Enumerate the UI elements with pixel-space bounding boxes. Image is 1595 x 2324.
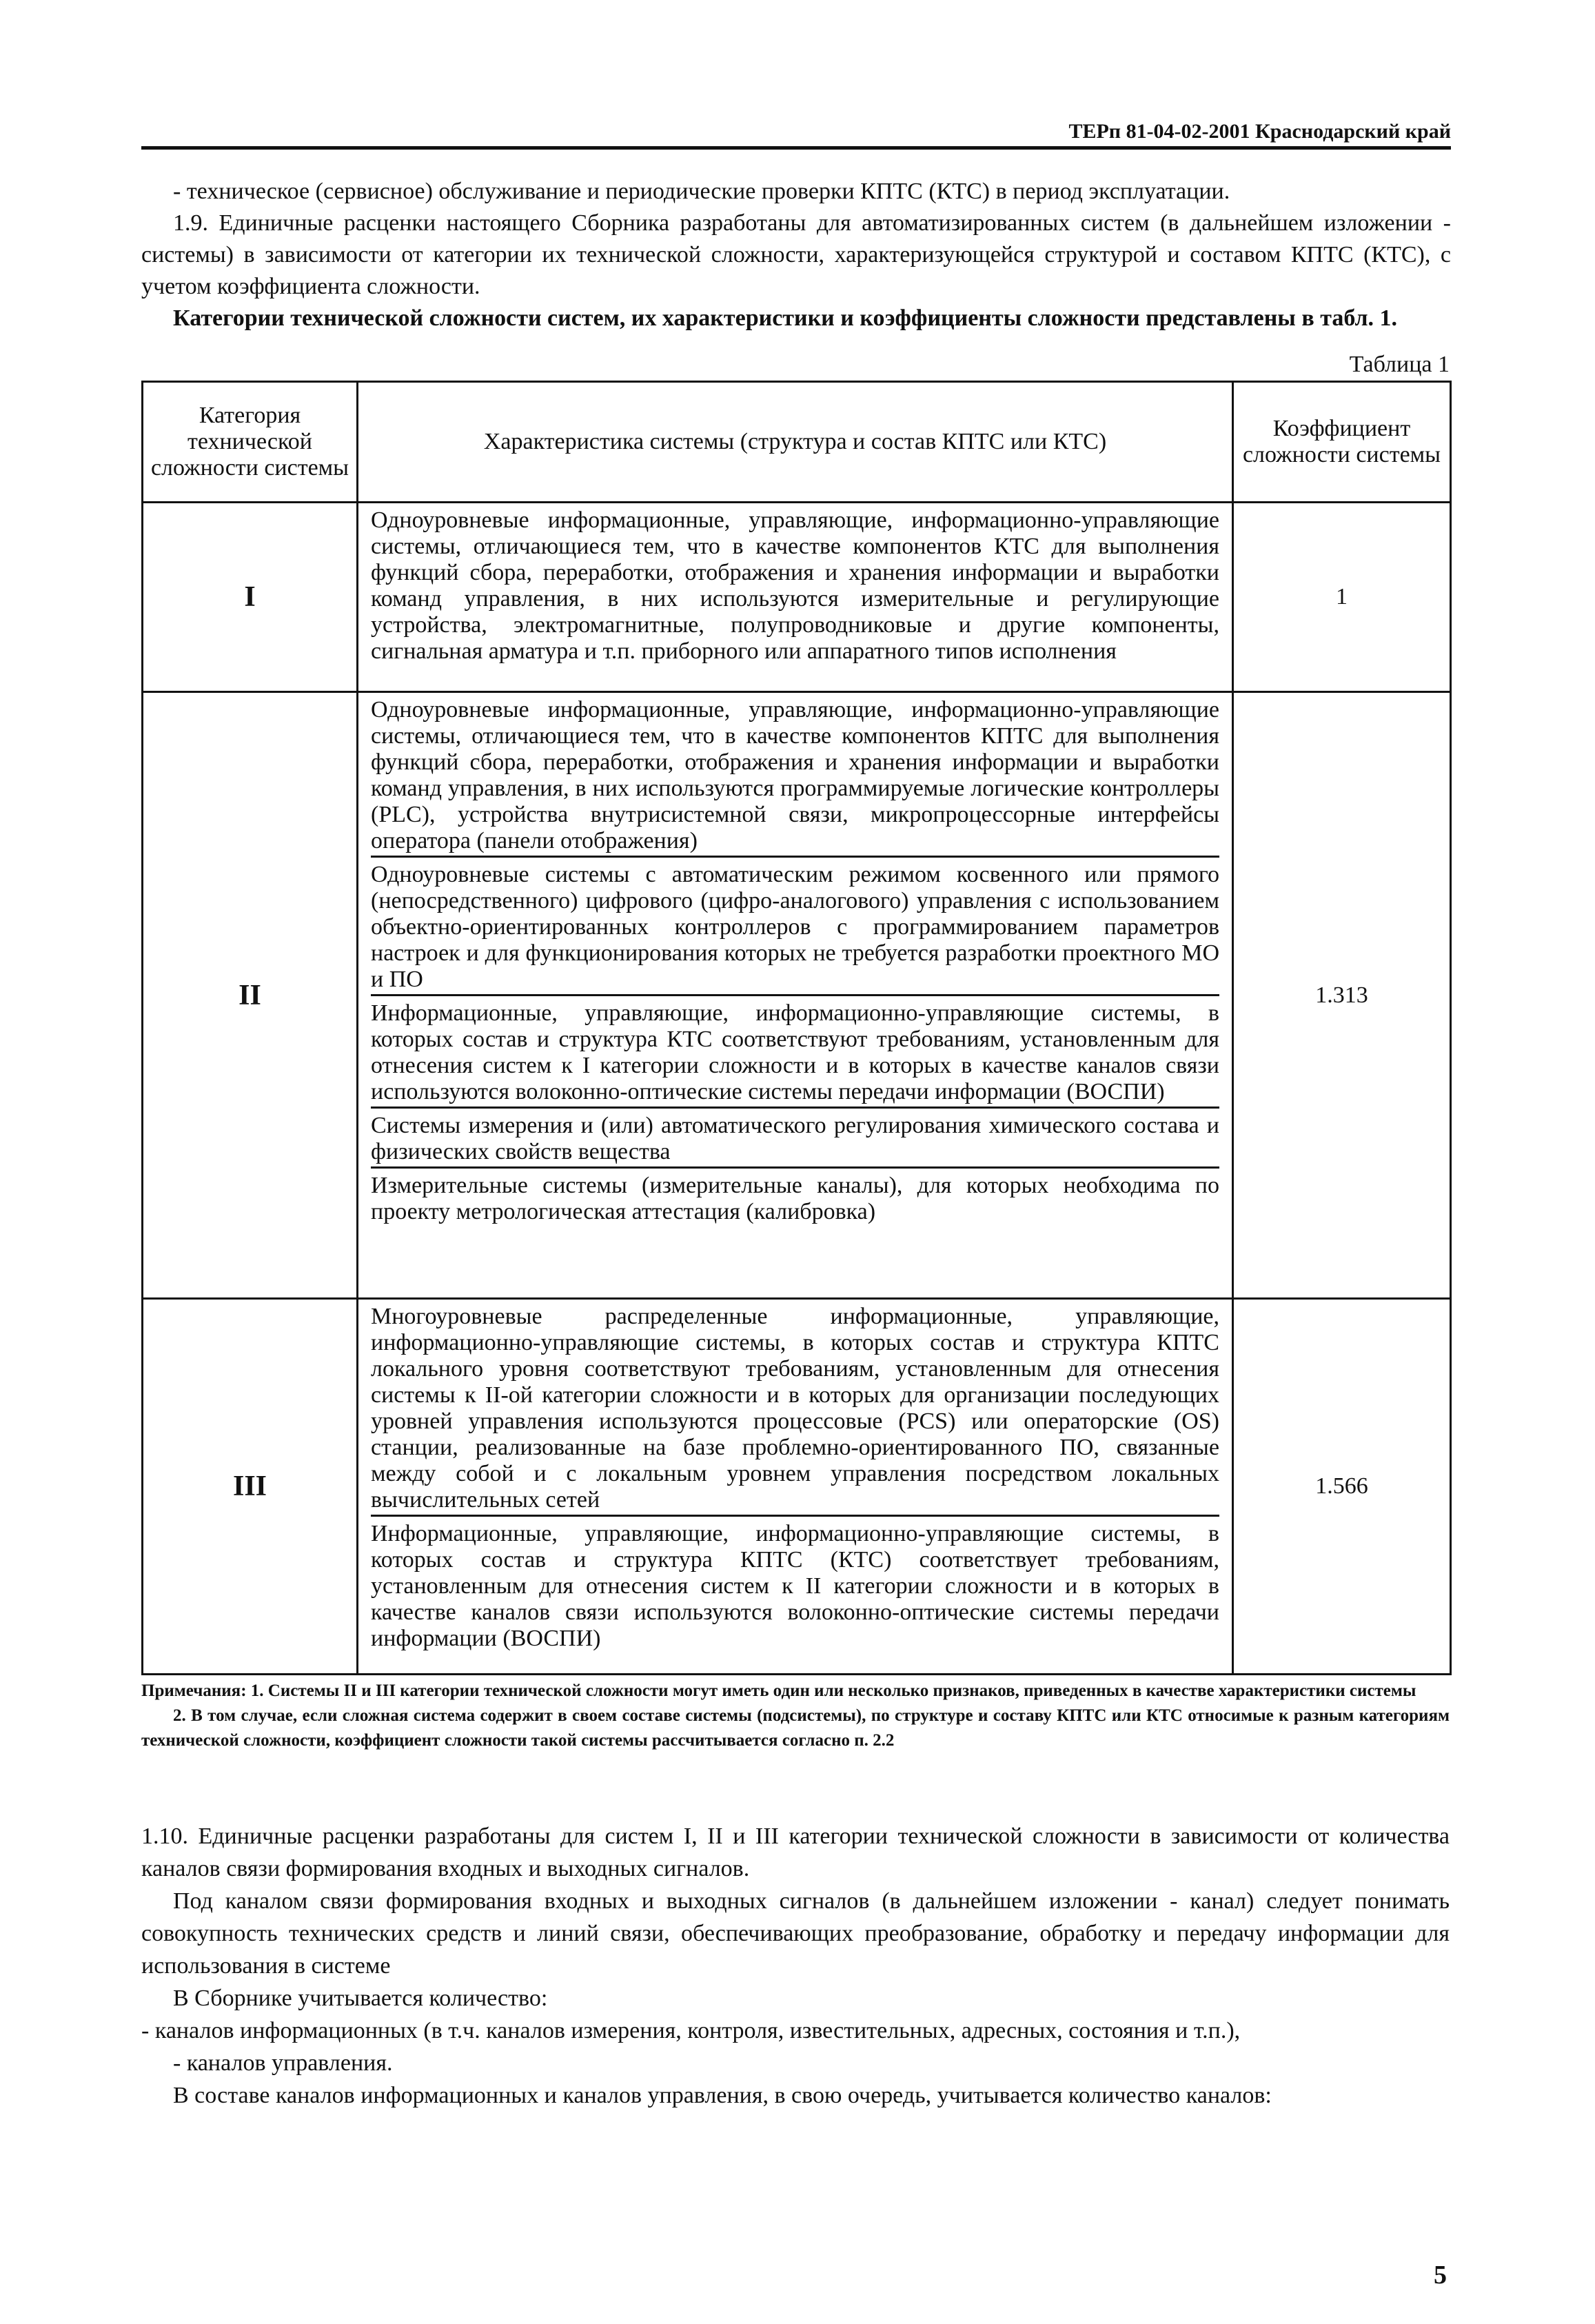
category-cell: II — [143, 692, 358, 1299]
paragraph-collection: В Сборнике учитывается количество: — [173, 1985, 548, 2011]
list-item: - каналов информационных (в т.ч. каналов измерения, контроля, известительных, адресных, состояния и т.п.), — [141, 2018, 1241, 2043]
table-row — [143, 692, 1451, 1299]
description-item: Информационные, управляющие, информационно-управляющие системы, в которых состав и структура КПТС (КТС) соответствует требованиям, установленным для отнесения систем к II категории сложности и в которых в качестве каналов связи используются волоконно-оптические системы передачи информации (ВОСПИ) — [371, 1515, 1219, 1653]
description-item: Одноуровневые информационные, управляющие, информационно-управляющие системы, отличающиеся тем, что в качестве компонентов КТС для выполнения функций сбора, переработки, отображения и хранения информации и выработки команд управления, в них используются измерительные и регулирующие устройства, электромагнитные, полупроводниковые и другие компоненты, сигнальная арматура и т.п. приборного или аппаратного типов исполнения — [371, 507, 1219, 664]
body-section — [141, 1820, 1450, 2112]
description-item: Системы измерения и (или) автоматического регулирования химического состава и физических свойств вещества — [371, 1107, 1219, 1166]
description-item: Информационные, управляющие, информационно-управляющие системы, в которых состав и структура КТС соответствуют требованиям, установленным для отнесения систем к I категории сложности и в которых в качестве каналов связи используются волоконно-оптические системы передачи информации (ВОСПИ) — [371, 994, 1219, 1107]
coefficient-cell: 1.566 — [1233, 1299, 1451, 1675]
description-cell — [358, 503, 1233, 692]
intro-section — [141, 176, 1451, 334]
category-cell: III — [143, 1299, 358, 1675]
header-category: Категория технической сложности системы — [143, 382, 358, 503]
page-number: 5 — [1434, 2261, 1447, 2290]
paragraph-channel: Под каналом связи формирования входных и выходных сигналов (в дальнейшем изложении - канал) следует понимать совокупность технических средств и линий связи, обеспечивающих преобразование, обработку и передачу информации для использования в системе — [141, 1888, 1450, 1979]
complexity-table — [141, 381, 1452, 1675]
table-header-row — [143, 382, 1451, 503]
intro-line: - техническое (сервисное) обслуживание и периодические проверки КПТС (КТС) в период эксплуатации. — [173, 179, 1230, 204]
table-row — [143, 503, 1451, 692]
categories-line: Категории технической сложности систем, их характеристики и коэффициенты сложности представлены в табл. 1. — [173, 305, 1398, 331]
coefficient-cell: 1.313 — [1233, 692, 1451, 1299]
note-2: 2. В том случае, если сложная система содержит в своем составе системы (подсистемы), по структуре и составу КПТС или КТС относимые к разным категориям технической сложности, коэффициент сложности такой системы рассчитывается согласно п. 2.2 — [141, 1706, 1450, 1750]
table-row — [143, 1299, 1451, 1675]
paragraph-1-9: 1.9. Единичные расценки настоящего Сборника разработаны для автоматизированных систем (в дальнейшем изложении - системы) в зависимости от категории их технической сложности, характеризующейся структурой и составом КПТС (КТС), с учетом коэффициента сложности. — [141, 210, 1451, 299]
description-cell — [358, 1299, 1233, 1675]
coefficient-cell: 1 — [1233, 503, 1451, 692]
header-characteristic: Характеристика системы (структура и состав КПТС или КТС) — [358, 382, 1233, 503]
paragraph-last: В составе каналов информационных и каналов управления, в свою очередь, учитывается количество каналов: — [173, 2083, 1272, 2108]
table-notes — [141, 1679, 1450, 1753]
header-rule — [141, 146, 1451, 150]
running-header: ТЕРп 81-04-02-2001 Краснодарский край — [1068, 120, 1451, 143]
table-caption: Таблица 1 — [1349, 352, 1450, 377]
description-item: Измерительные системы (измерительные каналы), для которых необходима по проекту метрологическая аттестация (калибровка) — [371, 1166, 1219, 1226]
paragraph-1-10: 1.10. Единичные расценки разработаны для систем I, II и III категории технической сложности в зависимости от количества каналов связи формирования входных и выходных сигналов. — [141, 1823, 1450, 1881]
description-item: Многоуровневые распределенные информационные, управляющие, информационно-управляющие системы, в которых состав и структура КПТС локального уровня соответствуют требованиям, установленным для отнесения системы к II-ой категории сложности и в которых для организации последующих уровней управления используются процессовые (PCS) или операторские (OS) станции, реализованные на базе проблемно-ориентированного ПО, связанные между собой и с локальным уровнем управления посредством локальных вычислительных сетей — [371, 1304, 1219, 1513]
description-cell — [358, 692, 1233, 1299]
category-cell: I — [143, 503, 358, 692]
note-1: Примечания: 1. Системы II и III категории технической сложности могут иметь один или несколько признаков, приведенных в качестве характеристики системы — [141, 1681, 1416, 1700]
list-item: - каналов управления. — [173, 2050, 393, 2076]
description-item: Одноуровневые системы с автоматическим режимом косвенного или прямого (непосредственного) цифрового (цифро-аналогового) управления с использованием объектно-ориентированных контроллеров с программированием параметров настроек и для функционирования которых не требуется разработки проектного МО и ПО — [371, 856, 1219, 994]
description-item: Одноуровневые информационные, управляющие, информационно-управляющие системы, отличающиеся тем, что в качестве компонентов КПТС для выполнения функций сбора, переработки, отображения и хранения информации и выработки команд управления, в них используются программируемые логические контроллеры (PLC), устройства внутрисистемной связи, микропроцессорные интерфейсы оператора (панели отображения) — [371, 697, 1219, 853]
header-coefficient: Коэффициент сложности системы — [1233, 382, 1451, 503]
